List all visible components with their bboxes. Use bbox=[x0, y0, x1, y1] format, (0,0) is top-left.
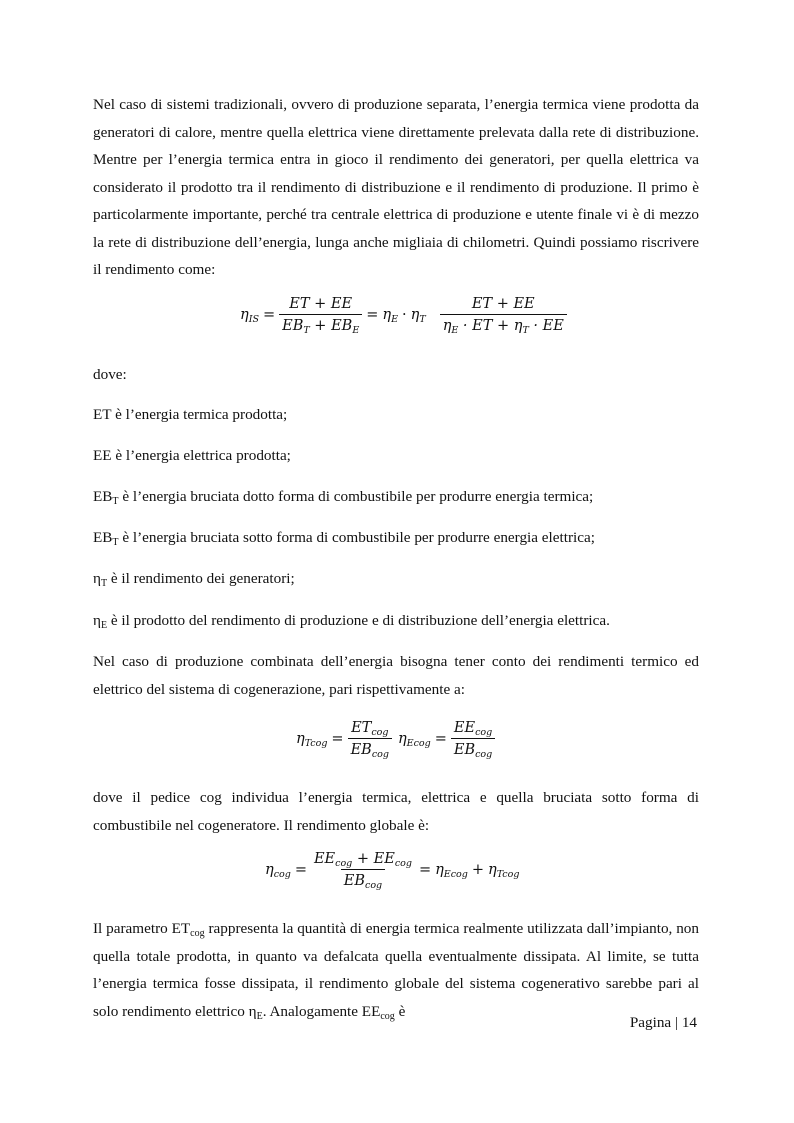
footer-label: Pagina bbox=[629, 1014, 672, 1031]
page-number: 14 bbox=[681, 1014, 697, 1031]
definition-eta-e: $\eta_E$ è il prodotto del rendimento di produzione e di distribuzione dell’energia elettrica. bbox=[93, 612, 610, 631]
footer-separator: | bbox=[674, 1014, 679, 1031]
definition-ebt: $EB_T$ è l’energia bruciata dotto forma di combustibile per produrre energia termica; bbox=[93, 488, 594, 507]
paragraph-cog-subscript: dove il pedice cog individua l’energia termica, elettrica e quella bruciata sotto forma di combustibile nel cogeneratore. Il rendimento globale è: bbox=[93, 789, 699, 834]
equation-global-efficiency: $\eta_{cog}$ = $\frac{EE_{cog} + EE_{cog}}{EB_{cog}}$ = $\eta_{Ecog}$ + $\eta_{Tcog}$ bbox=[265, 851, 520, 891]
equation-cog-efficiencies: $\eta_{Tcog}$ = $\frac{ET_{cog}}{EB_{cog}}$ $\eta_{Ecog}$ = $\frac{EE_{cog}}{EB_{cog}}$ bbox=[296, 720, 495, 758]
definition-et: ET è l’energia termica prodotta; bbox=[93, 406, 288, 423]
eq1-fraction-2: $\frac{ET + EE}{\eta_E \cdot ET + \eta_T \cdot EE}$ bbox=[440, 296, 567, 334]
page-footer bbox=[630, 1014, 697, 1032]
dove-label: dove: bbox=[93, 366, 127, 383]
eq1-lhs: $\eta_{IS}$ bbox=[240, 307, 259, 325]
eq1-fraction-1: $\frac{ET + EE}{EB_T + EB_E}$ bbox=[279, 296, 362, 334]
paragraph-combined: Nel caso di produzione combinata dell’energia bisogna tener conto dei rendimenti termico ed elettrico del sistema di cogenerazione, pari rispettivamente a: bbox=[93, 653, 699, 698]
definition-eta-t: $\eta_T$ è il rendimento dei generatori; bbox=[93, 570, 295, 589]
paragraph-etcog: Il parametro $ET_{cog}$ rappresenta la quantità di energia termica realmente utilizzata dall’impianto, non quella totale prodotta, in quanto va defalcata quella eventualmente dissipata. Al limite, se tutta l’energia termica fosse dissipata, il rendimento globale del sistema cogenerativo sarebbe pari al solo rendimento elettrico $\eta_E$. Analogamente $EE_{cog}$ è bbox=[93, 920, 699, 1022]
equation-separate-efficiency: $\eta_{IS}$ = $\frac{ET + EE}{EB_T + EB_E}$ = $\eta_E$ · $\eta_T$ $\frac{ET + EE}{\eta_E \cdot ET + \eta_T \cdot EE}$ bbox=[240, 296, 567, 334]
paragraph-intro: Nel caso di sistemi tradizionali, ovvero di produzione separata, l’energia termica viene prodotta da generatori di calore, mentre quella elettrica viene direttamente prelevata dalla rete di distribuzione. Mentre per l’energia termica entra in gioco il rendimento dei generatori, per quella elettrica va considerato il prodotto tra il rendimento di distribuzione e il rendimento di produzione. Il primo è particolarmente importante, perché tra centrale elettrica di produzione e utente finale vi è di mezzo la rete di distribuzione dell’energia, lunga anche migliaia di chilometri. Quindi possiamo riscrivere il rendimento come: bbox=[93, 96, 699, 278]
definition-ebe: $EB_T$ è l’energia bruciata sotto forma di combustibile per produrre energia elettrica; bbox=[93, 529, 595, 548]
definition-ee: EE è l’energia elettrica prodotta; bbox=[93, 447, 291, 464]
